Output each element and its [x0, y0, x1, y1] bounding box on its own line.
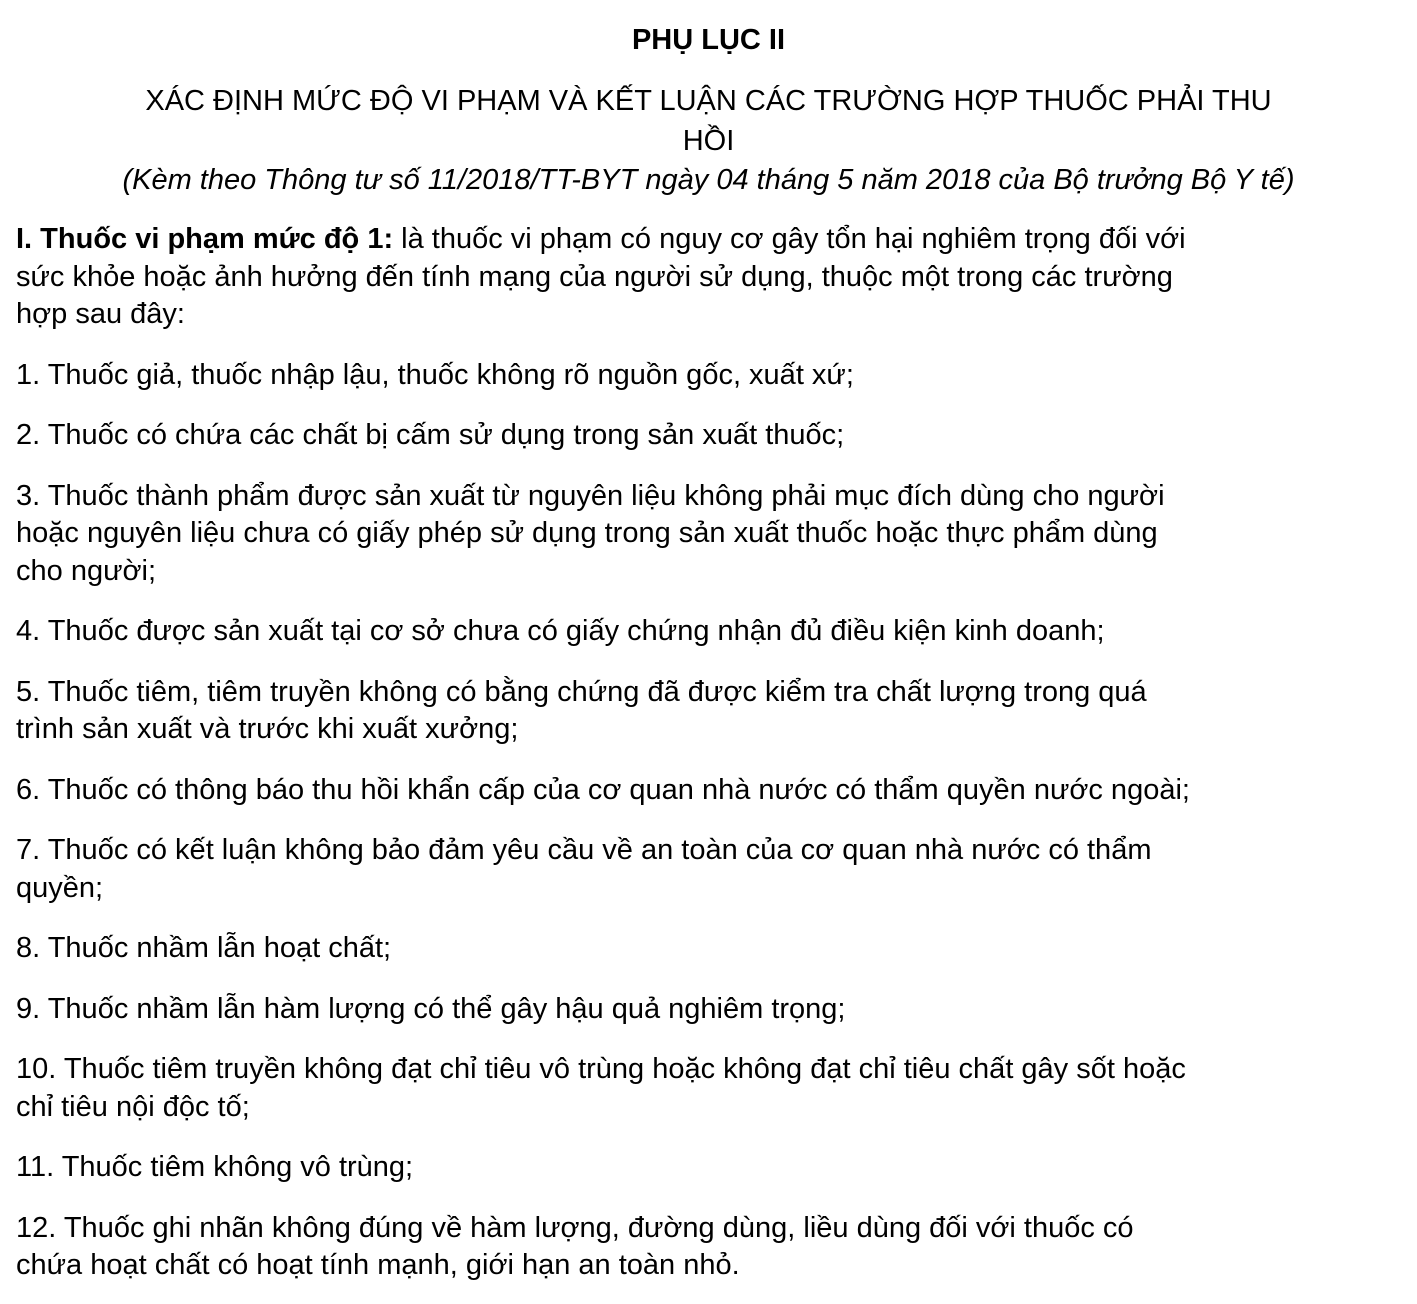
list-item-line: 10. Thuốc tiêm truyền không đạt chỉ tiêu vô trùng hoặc không đạt chỉ tiêu chất gây sốt hoặc	[16, 1053, 1186, 1085]
list-item	[16, 1210, 1401, 1285]
list-item-line: 12. Thuốc ghi nhãn không đúng về hàm lượng, đường dùng, liều dùng đối với thuốc có	[16, 1211, 1134, 1244]
list-item-line: 11. Thuốc tiêm không vô trùng;	[16, 1151, 414, 1183]
document-subtitle: (Kèm theo Thông tư số 11/2018/TT-BYT ngày 04 tháng 5 năm 2018 của Bộ trưởng Bộ Y tế)	[122, 164, 1295, 196]
list-item-line: cho người;	[16, 554, 157, 587]
list-item-line: chỉ tiêu nội độc tố;	[16, 1090, 250, 1123]
list-item-line: 7. Thuốc có kết luận không bảo đảm yêu cầu về an toàn của cơ quan nhà nước có thẩm	[16, 834, 1152, 866]
section-text: hợp sau đây:	[16, 298, 185, 330]
heading-line: HỒI	[682, 125, 735, 157]
list-item-line: 3. Thuốc thành phẩm được sản xuất từ nguyên liệu không phải mục đích dùng cho người	[16, 479, 1165, 512]
section-intro	[16, 221, 1401, 334]
list-item-line: chứa hoạt chất có hoạt tính mạnh, giới hạn an toàn nhỏ.	[16, 1249, 740, 1281]
list-item-line: hoặc nguyên liệu chưa có giấy phép sử dụng trong sản xuất thuốc hoặc thực phẩm dùng	[16, 517, 1158, 549]
list-item	[16, 1051, 1401, 1126]
list-item-line: trình sản xuất và trước khi xuất xưởng;	[16, 713, 519, 745]
list-item-line: quyền;	[16, 871, 104, 904]
heading-line: XÁC ĐỊNH MỨC ĐỘ VI PHẠM VÀ KẾT LUẬN CÁC TRƯỜNG HỢP THUỐC PHẢI THU	[145, 85, 1272, 117]
list-item	[16, 991, 1401, 1029]
document-heading	[16, 81, 1401, 161]
list-item-line: 2. Thuốc có chứa các chất bị cấm sử dụng trong sản xuất thuốc;	[16, 419, 845, 451]
violation-list	[16, 357, 1401, 1285]
list-item	[16, 478, 1401, 591]
list-item	[16, 674, 1401, 749]
list-item	[16, 1149, 1401, 1187]
section-text: là thuốc vi phạm có nguy cơ gây tổn hại nghiêm trọng đối với	[393, 223, 1186, 255]
list-item-line: 5. Thuốc tiêm, tiêm truyền không có bằng chứng đã được kiểm tra chất lượng trong quá	[16, 675, 1147, 708]
section-label: I. Thuốc vi phạm mức độ 1:	[16, 223, 394, 255]
list-item	[16, 832, 1401, 907]
section-text: sức khỏe hoặc ảnh hưởng đến tính mạng của người sử dụng, thuộc một trong các trường	[16, 260, 1173, 293]
list-item	[16, 417, 1401, 455]
list-item-line: 4. Thuốc được sản xuất tại cơ sở chưa có giấy chứng nhận đủ điều kiện kinh doanh;	[16, 615, 1105, 647]
list-item-line: 6. Thuốc có thông báo thu hồi khẩn cấp của cơ quan nhà nước có thẩm quyền nước ngoài;	[16, 773, 1190, 806]
list-item-line: 9. Thuốc nhầm lẫn hàm lượng có thể gây hậu quả nghiêm trọng;	[16, 992, 846, 1025]
list-item	[16, 613, 1401, 651]
list-item-line: 8. Thuốc nhầm lẫn hoạt chất;	[16, 932, 392, 964]
appendix-title: PHỤ LỤC II	[631, 24, 786, 56]
list-item	[16, 357, 1401, 395]
list-item	[16, 772, 1401, 810]
list-item	[16, 930, 1401, 968]
list-item-line: 1. Thuốc giả, thuốc nhập lậu, thuốc không rõ nguồn gốc, xuất xứ;	[16, 358, 854, 391]
